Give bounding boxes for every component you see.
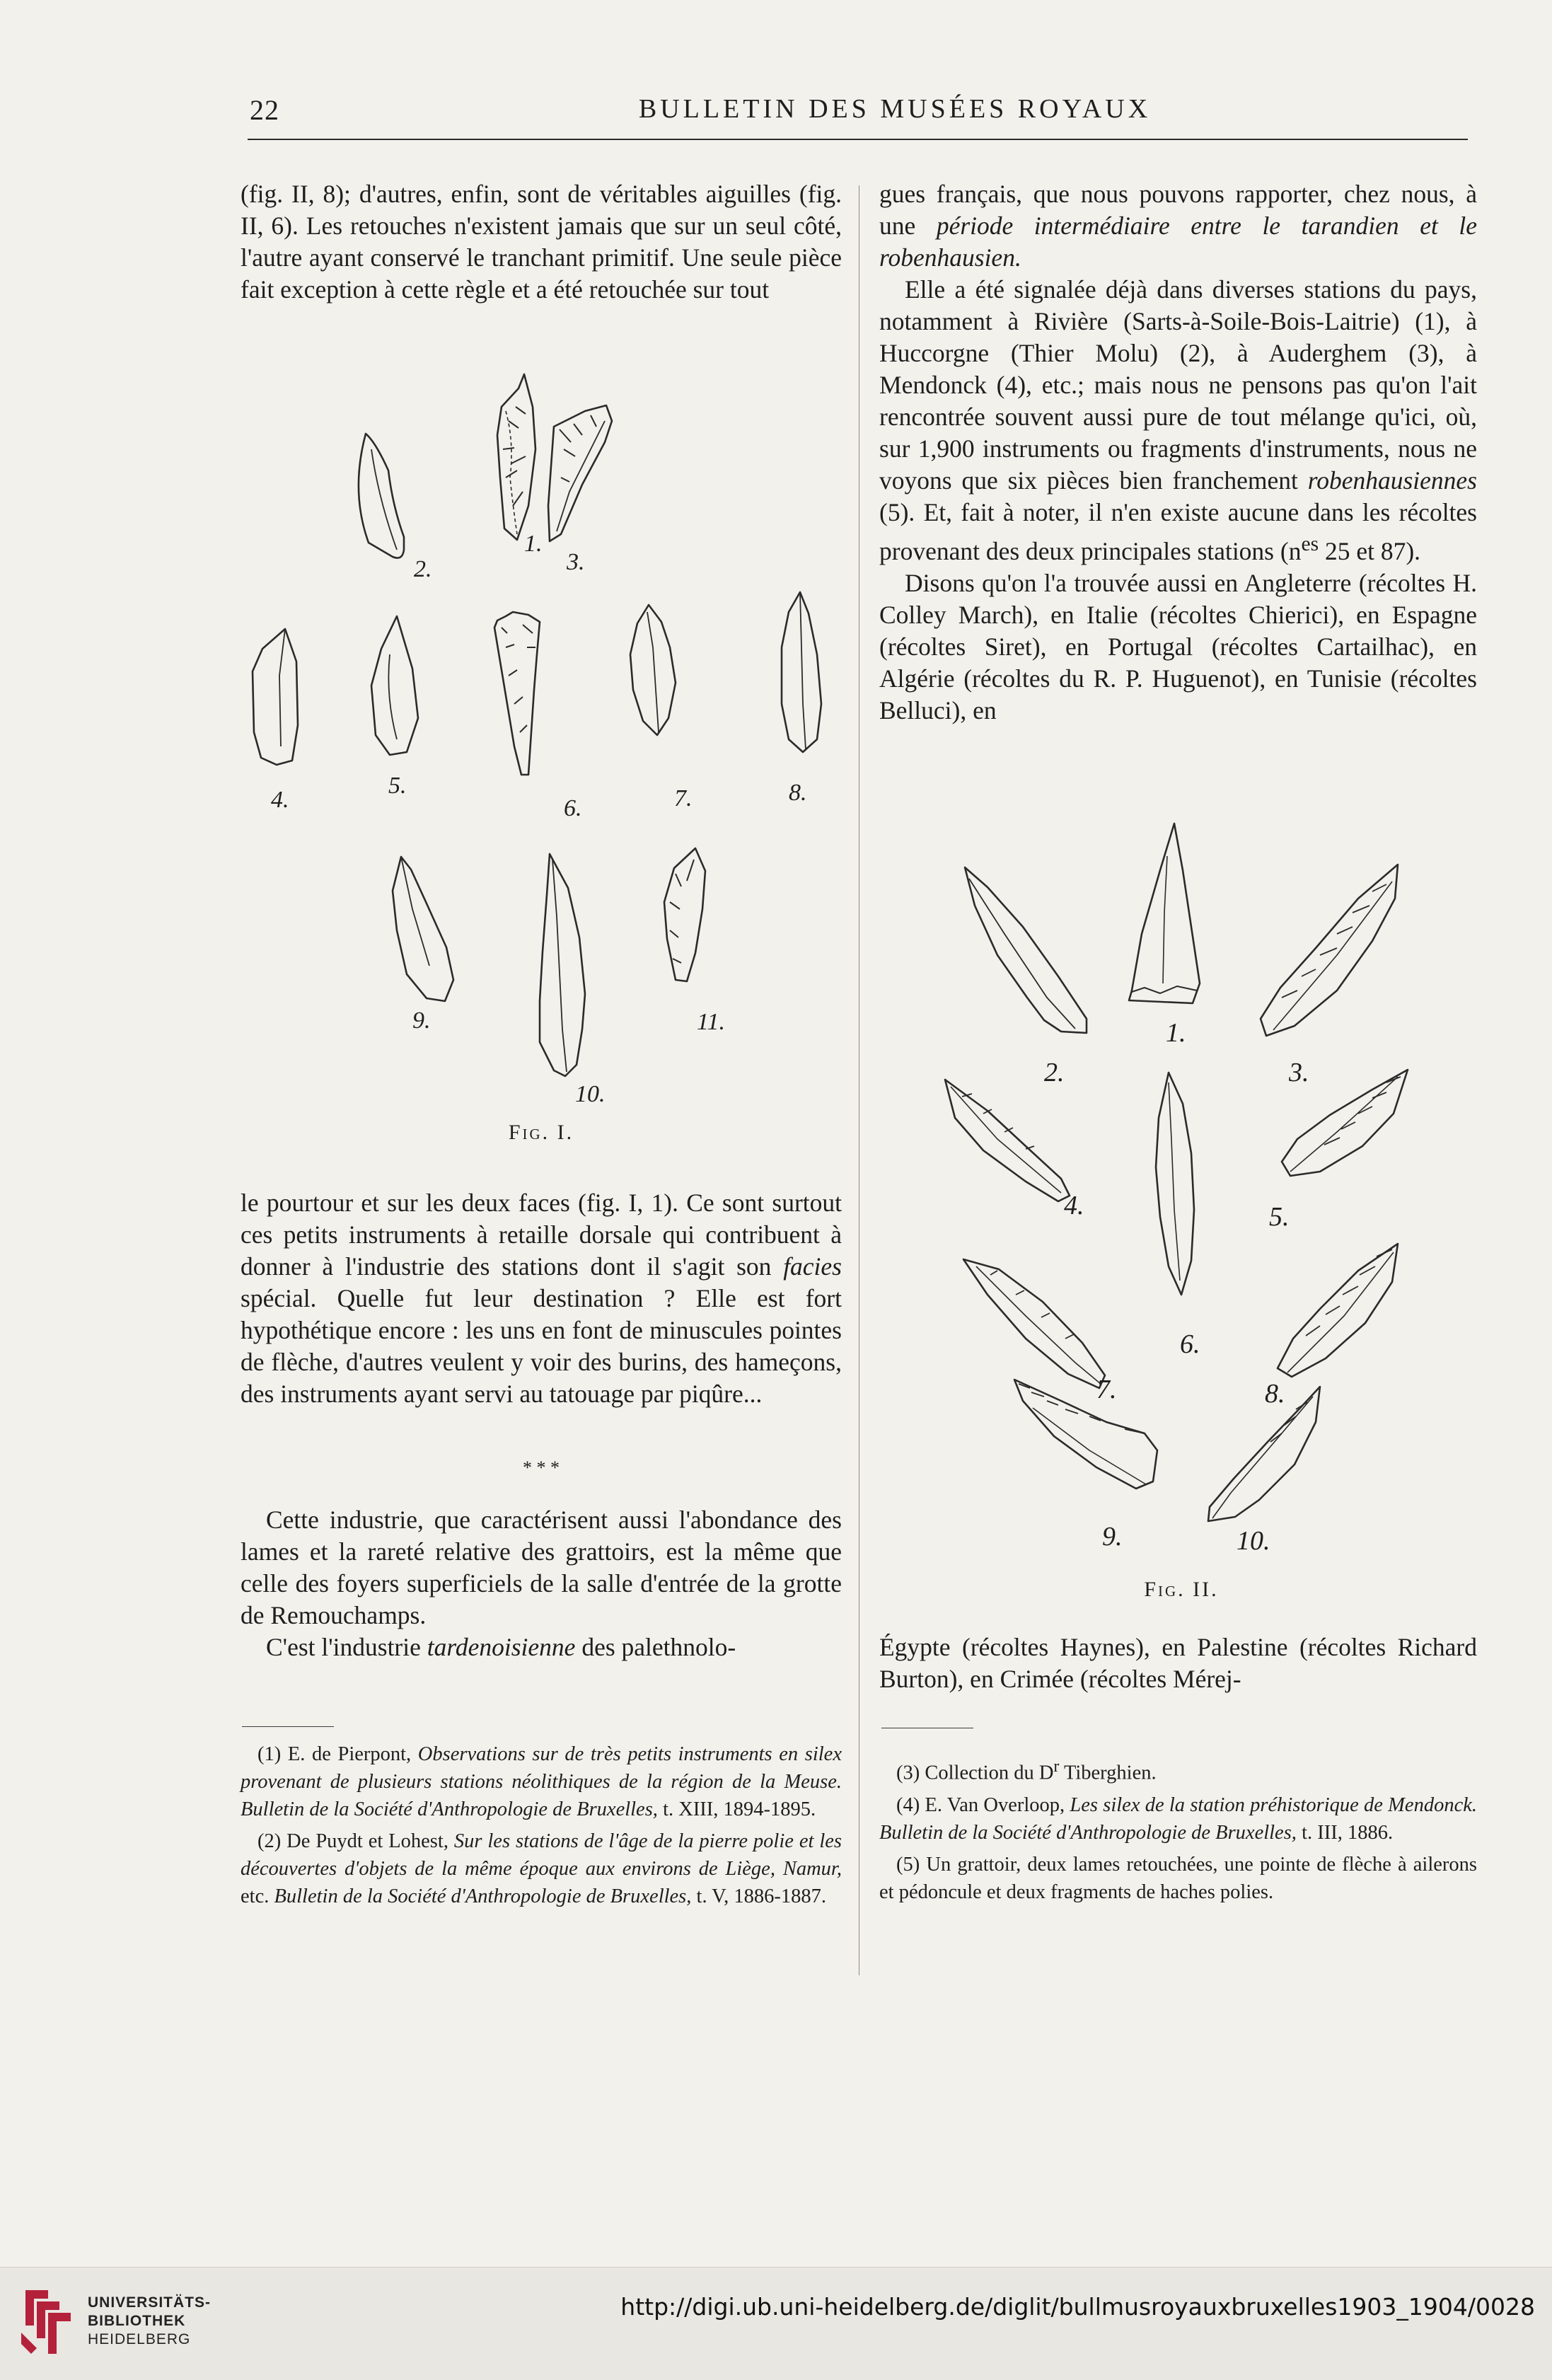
flint-ii-2	[965, 867, 1087, 1033]
flint-ii-4	[945, 1080, 1070, 1201]
flint-5	[371, 616, 418, 755]
fig2-label-4: 4.	[1064, 1191, 1084, 1220]
paragraph: Elle a été signalée déjà dans diverses stations du pays, notamment à Rivière (Sarts-à-Soile-Bois-Laitrie) (1), à Huccorgne (Thier Molu) (2), à Auderghem (3), à Mendonck (4), etc.; mais nous ne pensons pas qu'on l'ait rencontrée souvent aussi pure de tout mélange qu'ici, où, sur 1,900 instruments ou fragments d'instruments, nous ne voyons que six pièces bien franchement robenhausiennes (5). Et, fait à noter, il n'en existe aucune dans les récoltes provenant des deux principales stations ($n^{es}$ 25 et 87).	[879, 275, 1477, 565]
paragraph: Égypte (récoltes Haynes), en Palestine (récoltes Richard Burton), en Crimée (récoltes Mérej-	[879, 1633, 1477, 1693]
flint-8	[782, 592, 821, 752]
flint-ii-1	[1129, 824, 1200, 1003]
footnotes-right	[879, 1753, 1477, 1910]
page-header	[237, 83, 1468, 140]
flint-3	[548, 405, 612, 541]
paragraph: le pourtour et sur les deux faces (fig. I, 1). Ce sont surtout ces petits instruments à retaille dorsale qui contribuent à donner à l'industrie des stations dont il s'agit son facies spécial. Quelle fut leur destination ? Elle est fort hypothétique encore : les uns en font de minuscules pointes de flèche, d'autres veulent y voir des burins, des hameçons, des instruments ayant servi au tatouage par piqûre...	[241, 1189, 842, 1408]
footnote-5: (5) Un grattoir, deux lames retouchées, une pointe de flèche à ailerons et pédoncule et deux fragments de haches polies.	[879, 1853, 1477, 1903]
flint-ii-10	[1208, 1387, 1320, 1521]
running-title: BULLETIN DES MUSÉES ROYAUX	[638, 94, 1152, 124]
footnote-2: (2) De Puydt et Lohest, Sur les stations de l'âge de la pierre polie et les découvertes d'objets de la même époque aux environs de Liège, Namur, etc. Bulletin de la Société d'Anthropologie de Bruxelles, t. V, 1886-1887.	[241, 1830, 842, 1907]
flint-11	[664, 848, 705, 981]
paragraph: C'est l'industrie tardenoisienne des palethnolo-	[266, 1633, 736, 1661]
section-asterism: * * *	[523, 1457, 560, 1478]
left-column-section-text	[241, 1504, 842, 1663]
flint-1	[497, 374, 535, 540]
footnotes-left	[241, 1740, 842, 1914]
fig2-label-9: 9.	[1102, 1522, 1123, 1552]
flint-6	[494, 612, 540, 775]
fig1-label-6: 6.	[564, 795, 582, 821]
figure-1-drawing	[237, 364, 838, 1107]
footnote-1: (1) E. de Pierpont, Observations sur de très petits instruments en silex provenant de plusieurs stations néolithiques de la région de la Meuse. Bulletin de la Société d'Anthropologie de Bruxelles, t. XIII, 1894-1895.	[241, 1743, 842, 1820]
footnote-3: (3) Collection du $D^r$ Tiberghien.	[896, 1757, 1157, 1784]
flint-7	[630, 605, 676, 735]
source-url-link[interactable]: http://digi.ub.uni-heidelberg.de/diglit/bullmusroyauxbruxelles1903_1904/0028	[620, 2293, 1535, 2321]
fig2-label-5: 5.	[1269, 1202, 1290, 1232]
fig1-label-1: 1.	[524, 531, 543, 557]
figure-1	[237, 364, 838, 1107]
fig1-label-9: 9.	[412, 1007, 431, 1034]
flint-ii-6	[1156, 1073, 1194, 1295]
fig2-label-7: 7.	[1096, 1375, 1117, 1404]
flint-10	[540, 854, 585, 1076]
fig1-label-5: 5.	[388, 773, 407, 799]
paragraph: Cette industrie, que caractérisent aussi l'abondance des lames et la rareté relative des grattoirs, est la même que celle des foyers superficiels de la salle d'entrée de la grotte de Remouchamps.	[241, 1506, 842, 1629]
header-rule	[248, 139, 1468, 140]
library-logo-icon	[16, 2283, 76, 2361]
figure-2-caption: Fig. II.	[1144, 1578, 1219, 1601]
footnote-rule	[242, 1726, 334, 1727]
paragraph: Disons qu'on l'a trouvée aussi en Angleterre (récoltes H. Colley March), en Italie (récoltes Chierici), en Espagne (récoltes Siret), en Portugal (récoltes Cartailhac), en Algérie (récoltes du R. P. Huguenot), en Tunisie (récoltes Belluci), en	[879, 568, 1477, 724]
flint-4	[253, 629, 298, 765]
fig1-label-11: 11.	[697, 1009, 725, 1035]
fig2-label-3: 3.	[1289, 1058, 1309, 1087]
left-column-top-text	[241, 178, 842, 306]
page-number: 22	[250, 94, 279, 126]
fig1-label-7: 7.	[674, 785, 693, 811]
flint-ii-9	[1014, 1380, 1157, 1489]
fig2-label-1: 1.	[1166, 1018, 1186, 1048]
flint-ii-7	[963, 1259, 1105, 1388]
flint-9	[393, 857, 453, 1001]
figure-2-drawing	[920, 814, 1429, 1571]
paragraph: gues français, que nous pouvons rapporter, chez nous, à une période intermédiaire entre le tarandien et le robenhausien.	[879, 180, 1477, 272]
right-column-bottom-text	[879, 1631, 1477, 1695]
paragraph: (fig. II, 8); d'autres, enfin, sont de véritables aiguilles (fig. II, 6). Les retouches n'existent jamais que sur un seul côté, l'autre ayant conservé le tranchant primitif. Une seule pièce fait exception à cette règle et a été retouchée sur tout	[241, 180, 842, 304]
library-footer	[0, 2267, 1552, 2380]
flint-2	[359, 434, 404, 558]
fig2-label-2: 2.	[1044, 1058, 1065, 1087]
fig2-label-8: 8.	[1265, 1379, 1285, 1409]
left-column-bottom-text	[241, 1187, 842, 1410]
footnote-4: (4) E. Van Overloop, Les silex de la station préhistorique de Mendonck. Bulletin de la Société d'Anthropologie de Bruxelles, t. III, 1886.	[879, 1793, 1477, 1844]
fig2-label-6: 6.	[1180, 1329, 1200, 1359]
right-column-top-text	[879, 178, 1477, 727]
flint-ii-8	[1278, 1244, 1398, 1377]
fig1-label-8: 8.	[789, 780, 807, 806]
flint-ii-3	[1261, 865, 1398, 1036]
fig1-label-10: 10.	[575, 1081, 606, 1107]
library-name: UNIVERSITÄTS- BIBLIOTHEK HEIDELBERG	[88, 2294, 212, 2347]
figure-1-caption: Fig. I.	[508, 1121, 574, 1144]
fig1-label-2: 2.	[414, 556, 432, 582]
fig1-label-3: 3.	[567, 549, 585, 575]
fig1-label-4: 4.	[271, 787, 289, 813]
fig2-label-10: 10.	[1237, 1526, 1270, 1556]
figure-2	[920, 814, 1429, 1571]
